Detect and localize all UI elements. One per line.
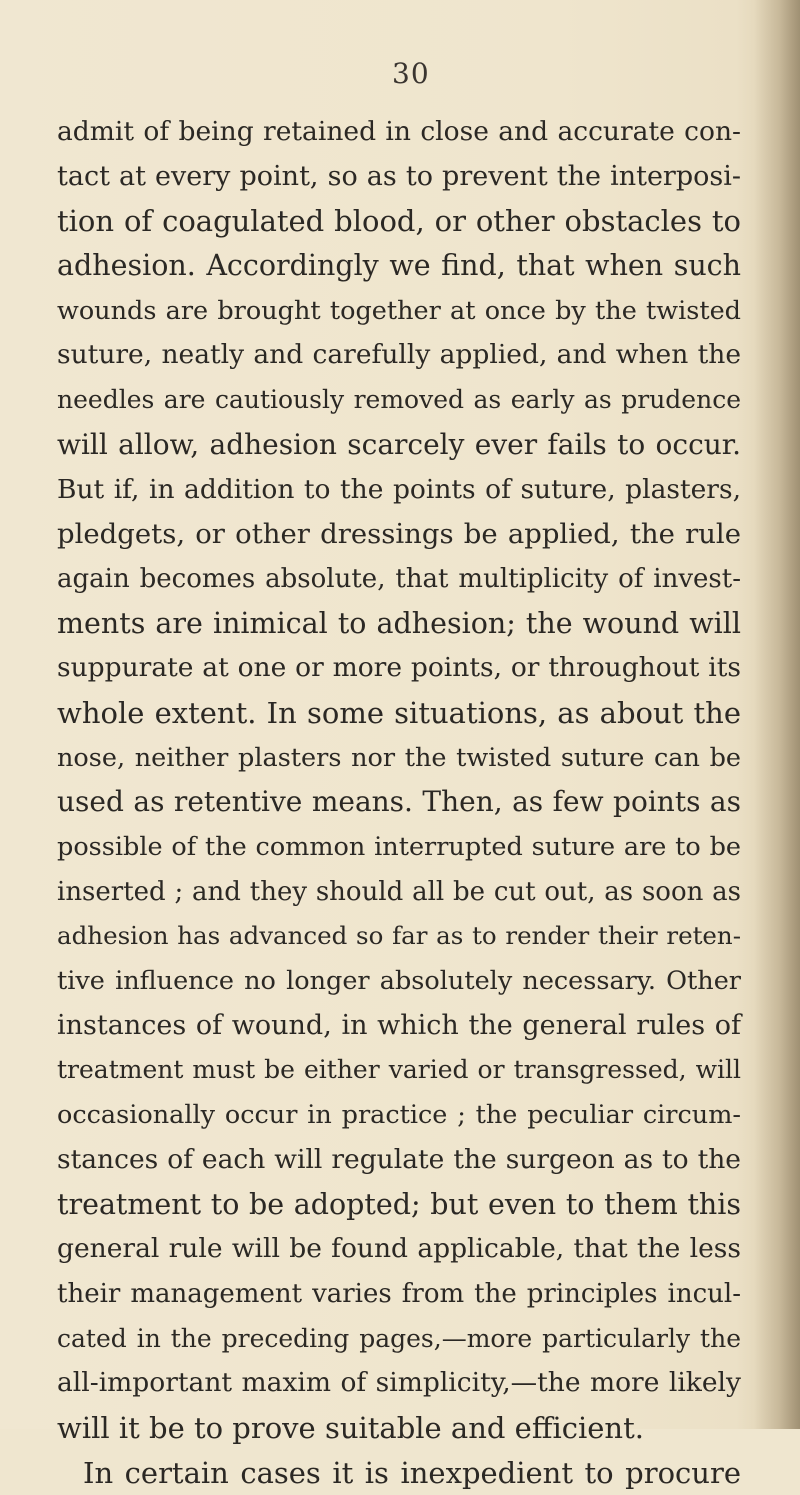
- body-text: [57, 110, 741, 1495]
- text-line: their management varies from the principles incul-: [57, 1278, 741, 1309]
- text-line: cated in the preceding pages,—more particularly the: [57, 1323, 741, 1353]
- text-line: possible of the common interrupted suture are to be: [57, 832, 741, 862]
- text-line: all-important maxim of simplicity,—the more likely: [57, 1367, 741, 1399]
- text-line: stances of each will regulate the surgeon as to the: [57, 1143, 741, 1175]
- text-line: wounds are brought together at once by the twisted: [57, 295, 741, 326]
- page-edge-shadow: [754, 0, 800, 1429]
- text-line: will allow, adhesion scarcely ever fails to occur.: [57, 427, 741, 461]
- text-line: suppurate at one or more points, or throughout its: [57, 652, 741, 684]
- text-line: ments are inimical to adhesion; the wound will: [57, 606, 741, 640]
- text-line: will it be to prove suitable and efficient.: [57, 1410, 644, 1445]
- text-line: nose, neither plasters nor the twisted suture can be: [57, 742, 741, 773]
- text-line: whole extent. In some situations, as about the: [57, 695, 741, 730]
- text-line: general rule will be found applicable, that the less: [57, 1233, 741, 1265]
- text-line: tact at every point, so as to prevent the interposi-: [57, 160, 741, 192]
- text-line: inserted ; and they should all be cut out, as soon as: [57, 876, 741, 907]
- text-line: occasionally occur in practice ; the peculiar circum-: [57, 1100, 741, 1131]
- text-line: suture, neatly and carefully applied, and when the: [57, 339, 741, 371]
- text-line: In certain cases it is inexpedient to procure: [83, 1455, 741, 1490]
- text-line: tion of coagulated blood, or other obstacles to: [57, 204, 741, 239]
- text-line: treatment must be either varied or transgressed, will: [57, 1055, 741, 1085]
- text-line: But if, in addition to the points of suture, plasters,: [57, 473, 741, 505]
- text-line: needles are cautiously removed as early as prudence: [57, 385, 741, 415]
- page-number: 30: [392, 57, 430, 90]
- text-line: tive influence no longer absolutely necessary. Other: [57, 966, 741, 997]
- text-line: adhesion. Accordingly we find, that when such: [57, 249, 741, 283]
- text-line: admit of being retained in close and accurate con-: [57, 116, 741, 147]
- text-line: again becomes absolute, that multiplicity of invest-: [57, 563, 741, 594]
- text-line: instances of wound, in which the general rules of: [57, 1009, 741, 1041]
- text-line: pledgets, or other dressings be applied, the rule: [57, 518, 741, 551]
- text-line: used as retentive means. Then, as few points as: [57, 785, 741, 819]
- text-line: adhesion has advanced so far as to render their reten-: [57, 921, 741, 951]
- text-line: treatment to be adopted; but even to them this: [57, 1187, 741, 1221]
